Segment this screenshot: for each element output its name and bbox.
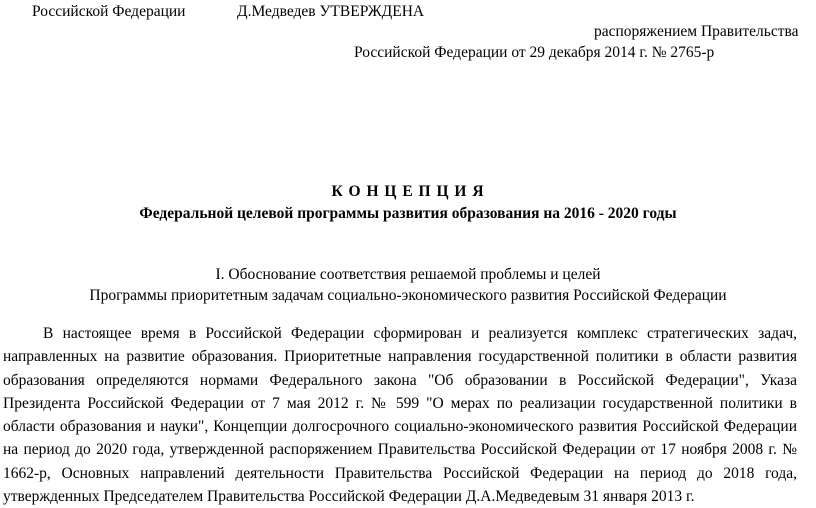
document-subtitle: Федеральной целевой программы развития образования на 2016 - 2020 годы [139, 205, 677, 222]
approval-line-1: распоряжением Правительства [594, 23, 799, 40]
approval-line-2: Российской Федерации от 29 декабря 2014 г. № 2765-р [354, 44, 715, 61]
document-title: К О Н Ц Е П Ц И Я [331, 183, 485, 200]
header-signer-text: Д.Медведев УТВЕРЖДЕНА [237, 3, 425, 20]
section-heading-line-2: Программы приоритетным задачам социально-экономического развития Российской Федерации [89, 287, 727, 304]
header-org-text: Российской Федерации [32, 3, 186, 20]
body-paragraph: В настоящее время в Российской Федерации сформирован и реализуется комплекс стратегических задач, направленных на развитие образования. Приоритетные направления государственной политики в области развития образования определяются нормами Федерального закона "Об образовании в Российской Федерации", Указа Президента Российской Федерации от 7 мая 2012 г. № 599 "О мерах по реализации государственной политики в области образования и науки", Концепции долгосрочного социально-экономического развития Российской Федерации на период до 2020 года, утвержденной распоряжением Правительства Российской Федерации от 17 ноября 2008 г. № 1662-р, Основных направлений деятельности Правительства Российской Федерации на период до 2018 года, утвержденных Председателем Правительства Российской Федерации Д.А.Медведевым 31 января 2013 г. [3, 325, 797, 506]
section-heading-line-1: I. Обоснование соответствия решаемой проблемы и целей [215, 266, 601, 283]
